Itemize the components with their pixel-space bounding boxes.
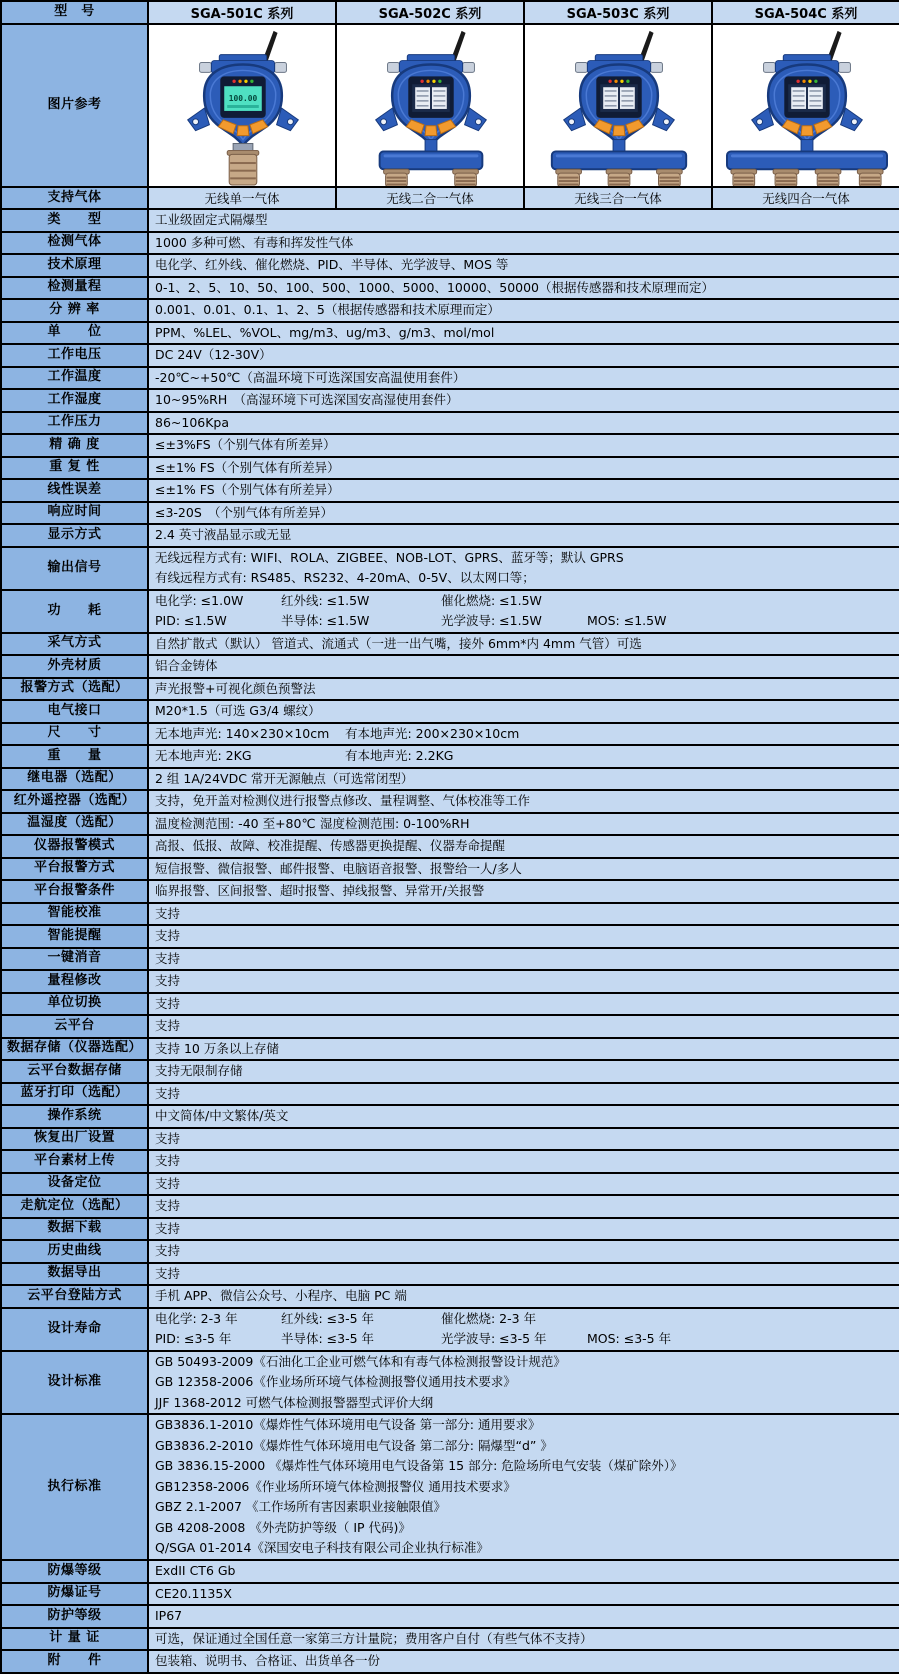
spec-row-label: 技术原理 xyxy=(1,254,148,277)
value-segment: 电化学: 2-3 年 xyxy=(155,1310,238,1326)
supported-gas-row xyxy=(1,187,899,209)
spec-row-label: 重 量 xyxy=(1,745,148,768)
value-segment: PID: ≤3-5 年 xyxy=(155,1331,232,1346)
spec-row-label: 防爆等级 xyxy=(1,1560,148,1583)
spec-value-line: 1000 多种可燃、有毒和挥发性气体 xyxy=(155,234,354,250)
spec-value-line: 支持 xyxy=(155,950,181,966)
spec-row-value xyxy=(148,412,899,435)
value-segment: MOS: ≤1.5W xyxy=(587,613,667,628)
spec-row-value xyxy=(148,655,899,678)
image-row-label: 图片参考 xyxy=(1,24,148,187)
spec-value-line: 高报、低报、故障、校准提醒、传感器更换提醒、仪器寿命提醒 xyxy=(155,838,506,853)
spec-row xyxy=(1,1560,899,1583)
spec-value-line xyxy=(155,591,893,612)
value-segment: 光学波导: ≤3-5 年 xyxy=(441,1331,547,1346)
spec-row-value xyxy=(148,1605,899,1628)
spec-row-value xyxy=(148,1263,899,1286)
spec-row-label: 平台素材上传 xyxy=(1,1150,148,1173)
model-header-row xyxy=(1,1,899,24)
spec-row xyxy=(1,1285,899,1308)
spec-row-label: 云平台 xyxy=(1,1015,148,1038)
spec-row-value xyxy=(148,367,899,390)
spec-value-line: 支持 xyxy=(155,1153,181,1168)
spec-row xyxy=(1,1263,899,1286)
spec-value-line: 无线远程方式有: WIFI、ROLA、ZIGBEE、NOB-LOT、GPRS、蓝牙等；默认 GPRS xyxy=(155,549,624,565)
spec-row-value xyxy=(148,768,899,791)
spec-row-label: 仪器报警模式 xyxy=(1,835,148,858)
spec-value-line: GB 4208-2008 《外壳防护等级（ IP 代码)》 xyxy=(155,1519,411,1535)
spec-value-line xyxy=(155,724,893,745)
spec-value-line: 短信报警、微信报警、邮件报警、电脑语音报警、报警给一人/多人 xyxy=(155,860,522,876)
spec-row-label: 单 位 xyxy=(1,322,148,345)
spec-value-line: 中文简体/中文繁体/英文 xyxy=(155,1108,289,1123)
gas-detector-illustration xyxy=(525,25,712,186)
spec-row-value xyxy=(148,880,899,903)
spec-value-line: 可选，保证通过全国任意一家第三方计量院；费用客户自付（有些气体不支持） xyxy=(155,1630,593,1646)
spec-row-value xyxy=(148,903,899,926)
spec-row xyxy=(1,858,899,881)
spec-row-value xyxy=(148,1105,899,1128)
spec-row-value xyxy=(148,389,899,412)
spec-row-label: 一键消音 xyxy=(1,948,148,971)
spec-row-label: 设计标准 xyxy=(1,1351,148,1415)
spec-row xyxy=(1,1015,899,1038)
spec-value-line: 电化学、红外线、催化燃烧、PID、半导体、光学波导、MOS 等 xyxy=(155,257,509,272)
spec-row-label: 外壳材质 xyxy=(1,655,148,678)
spec-row xyxy=(1,322,899,345)
spec-value-line: GB3836.2-2010《爆炸性气体环境用电气设备 第二部分: 隔爆型“d” 》 xyxy=(155,1437,553,1453)
spec-value-line: ≤±3%FS（个别气体有所差异） xyxy=(155,437,336,452)
spec-row-value xyxy=(148,1128,899,1151)
spec-row-value xyxy=(148,633,899,656)
spec-value-line: 包装箱、说明书、合格证、出货单各一份 xyxy=(155,1653,381,1668)
spec-row-label: 执行标准 xyxy=(1,1414,148,1560)
spec-row-value xyxy=(148,1038,899,1061)
spec-row-value xyxy=(148,344,899,367)
product-image-1 xyxy=(148,24,336,187)
spec-row-value xyxy=(148,1218,899,1241)
spec-row-value xyxy=(148,1083,899,1106)
spec-value-line: 支持 xyxy=(155,1220,181,1236)
spec-row-value xyxy=(148,1060,899,1083)
spec-row xyxy=(1,745,899,768)
spec-row-label: 分 辨 率 xyxy=(1,299,148,322)
spec-row xyxy=(1,412,899,435)
spec-value-line: 支持 xyxy=(155,1265,181,1281)
spec-row-label: 工作湿度 xyxy=(1,389,148,412)
spec-value-line xyxy=(155,1329,893,1350)
spec-value-line: 铝合金铸体 xyxy=(155,658,218,673)
spec-row-label: 工作压力 xyxy=(1,412,148,435)
spec-row-label: 工作电压 xyxy=(1,344,148,367)
gas-detector-illustration xyxy=(713,25,899,186)
spec-row-label: 云平台登陆方式 xyxy=(1,1285,148,1308)
spec-row-value xyxy=(148,322,899,345)
gas-detector-illustration xyxy=(149,25,336,186)
spec-value-line: 支持 xyxy=(155,1130,181,1146)
spec-row-value xyxy=(148,590,899,633)
spec-row-label: 响应时间 xyxy=(1,502,148,525)
spec-value-line: 2 组 1A/24VDC 常开无源触点（可选常闭型） xyxy=(155,770,414,786)
spec-row-value xyxy=(148,1628,899,1651)
product-image-3 xyxy=(524,24,712,187)
spec-row-label: 计 量 证 xyxy=(1,1628,148,1651)
spec-value-line: 支持，免开盖对检测仪进行报警点修改、量程调整、气体校准等工作 xyxy=(155,793,531,808)
spec-row-label: 电气接口 xyxy=(1,700,148,723)
spec-row-value xyxy=(148,547,899,590)
spec-value-line xyxy=(155,1309,893,1330)
spec-row xyxy=(1,1583,899,1606)
supported-gas-1: 无线单一气体 xyxy=(148,187,336,209)
spec-row-value xyxy=(148,502,899,525)
spec-value-line: 手机 APP、微信公众号、小程序、电脑 PC 端 xyxy=(155,1288,407,1303)
spec-row-label: 数据导出 xyxy=(1,1263,148,1286)
spec-row-label: 重 复 性 xyxy=(1,457,148,480)
spec-row xyxy=(1,524,899,547)
spec-row-label: 走航定位（选配） xyxy=(1,1195,148,1218)
spec-row xyxy=(1,1308,899,1351)
supported-gas-4: 无线四合一气体 xyxy=(712,187,899,209)
spec-row xyxy=(1,723,899,746)
value-segment: MOS: ≤3-5 年 xyxy=(587,1331,672,1346)
spec-value-line: -20℃~+50℃（高温环境下可选深国安高温使用套件） xyxy=(155,369,466,385)
spec-value-line: 支持 xyxy=(155,1243,181,1258)
spec-row xyxy=(1,880,899,903)
spec-row xyxy=(1,835,899,858)
spec-row-value xyxy=(148,254,899,277)
spec-row xyxy=(1,948,899,971)
spec-value-line: JJF 1368-2012 可燃气体检测报警器型式评价大纲 xyxy=(155,1394,434,1410)
spec-value-line: 2.4 英寸液晶显示或无显 xyxy=(155,527,292,542)
spec-row-label: 采气方式 xyxy=(1,633,148,656)
spec-row-value xyxy=(148,745,899,768)
spec-row-label: 红外遥控器（选配） xyxy=(1,790,148,813)
spec-row-value xyxy=(148,299,899,322)
spec-row xyxy=(1,655,899,678)
spec-row xyxy=(1,1414,899,1560)
product-image-4 xyxy=(712,24,899,187)
spec-value-line: GB 12358-2006《作业场所环境气体检测报警仪通用技术要求》 xyxy=(155,1374,516,1389)
spec-value-line: 工业级固定式隔爆型 xyxy=(155,212,268,227)
spec-row-label: 云平台数据存储 xyxy=(1,1060,148,1083)
spec-row xyxy=(1,1628,899,1651)
spec-value-line: 10~95%RH （高湿环境下可选深国安高湿使用套件） xyxy=(155,392,459,407)
spec-row xyxy=(1,1060,899,1083)
spec-row-label: 检测量程 xyxy=(1,277,148,300)
spec-value-line: 有线远程方式有: RS485、RS232、4-20mA、0-5V、以太网口等； xyxy=(155,570,535,585)
spec-row xyxy=(1,1038,899,1061)
spec-row xyxy=(1,1195,899,1218)
spec-value-line: GB12358-2006《作业场所环境气体检测报警仪 通用技术要求》 xyxy=(155,1478,516,1494)
value-segment: PID: ≤1.5W xyxy=(155,613,227,628)
spec-row-value xyxy=(148,1015,899,1038)
spec-row-label: 防护等级 xyxy=(1,1605,148,1628)
value-segment: 光学波导: ≤1.5W xyxy=(441,613,542,628)
spec-row xyxy=(1,993,899,1016)
spec-row-label: 输出信号 xyxy=(1,547,148,590)
product-image-2 xyxy=(336,24,524,187)
spec-row-label: 精 确 度 xyxy=(1,434,148,457)
spec-value-line: PPM、%LEL、%VOL、mg/m3、ug/m3、g/m3、mol/mol xyxy=(155,324,495,340)
gas-detector-illustration xyxy=(337,25,524,186)
spec-value-line: 支持 xyxy=(155,1175,181,1191)
spec-row-label: 附 件 xyxy=(1,1650,148,1673)
value-segment: 温度检测范围: -40 至+80℃ xyxy=(155,815,316,831)
spec-value-line: 支持 xyxy=(155,995,181,1011)
spec-row-label: 功 耗 xyxy=(1,590,148,633)
spec-row xyxy=(1,254,899,277)
spec-value-line: ≤±1% FS（个别气体有所差异） xyxy=(155,482,340,497)
spec-row xyxy=(1,1128,899,1151)
spec-value-line: 声光报警+可视化颜色预警法 xyxy=(155,680,316,696)
spec-row xyxy=(1,502,899,525)
spec-value-line: 支持 xyxy=(155,973,181,988)
spec-row xyxy=(1,1150,899,1173)
spec-row-value xyxy=(148,858,899,881)
spec-row xyxy=(1,633,899,656)
spec-row xyxy=(1,970,899,993)
spec-row-value xyxy=(148,1650,899,1673)
spec-row-label: 设备定位 xyxy=(1,1173,148,1196)
spec-row-value xyxy=(148,209,899,232)
value-segment: 半导体: ≤3-5 年 xyxy=(281,1331,375,1346)
spec-row-label: 智能提醒 xyxy=(1,925,148,948)
spec-row-label: 量程修改 xyxy=(1,970,148,993)
spec-row-value xyxy=(148,1308,899,1351)
model-header-3: SGA-503C 系列 xyxy=(524,1,712,24)
spec-value-line xyxy=(155,611,893,632)
spec-row-label: 防爆证号 xyxy=(1,1583,148,1606)
spec-row-label: 显示方式 xyxy=(1,524,148,547)
spec-row-label: 尺 寸 xyxy=(1,723,148,746)
spec-row xyxy=(1,434,899,457)
svg-text:100.00: 100.00 xyxy=(228,94,258,104)
spec-row xyxy=(1,209,899,232)
spec-value-line: GB 50493-2009《石油化工企业可燃气体和有毒气体检测报警设计规范》 xyxy=(155,1353,566,1369)
spec-value-line: 支持 xyxy=(155,1198,181,1213)
spec-row-label: 数据下载 xyxy=(1,1218,148,1241)
value-segment: 有本地声光: 2.2KG xyxy=(345,748,454,763)
spec-row xyxy=(1,1083,899,1106)
spec-row xyxy=(1,1105,899,1128)
spec-value-line: IP67 xyxy=(155,1608,183,1623)
spec-value-line: DC 24V（12-30V） xyxy=(155,347,272,362)
spec-row-value xyxy=(148,790,899,813)
spec-row xyxy=(1,1605,899,1628)
spec-row xyxy=(1,344,899,367)
value-segment: 有本地声光: 200×230×10cm xyxy=(345,725,520,741)
spec-row-value xyxy=(148,1240,899,1263)
spec-row-label: 继电器（选配） xyxy=(1,768,148,791)
spec-row-label: 平台报警方式 xyxy=(1,858,148,881)
spec-value-line: GB3836.1-2010《爆炸性气体环境用电气设备 第一部分: 通用要求》 xyxy=(155,1417,541,1433)
spec-row-label: 检测气体 xyxy=(1,232,148,255)
spec-row-label: 平台报警条件 xyxy=(1,880,148,903)
spec-row-value xyxy=(148,1414,899,1560)
spec-row xyxy=(1,547,899,590)
spec-row-value xyxy=(148,700,899,723)
spec-row-label: 数据存储（仪器选配） xyxy=(1,1038,148,1061)
spec-row-value xyxy=(148,457,899,480)
spec-row xyxy=(1,790,899,813)
spec-value-line: ExdII CT6 Gb xyxy=(155,1563,236,1578)
spec-row xyxy=(1,1240,899,1263)
value-segment: 无本地声光: 2KG xyxy=(155,748,252,763)
spec-value-line: Q/SGA 01-2014《深国安电子科技有限公司企业执行标准》 xyxy=(155,1540,489,1556)
spec-row xyxy=(1,1218,899,1241)
spec-value-line: 临界报警、区间报警、超时报警、掉线报警、异常开/关报警 xyxy=(155,883,485,898)
spec-value-line: M20*1.5（可选 G3/4 螺纹） xyxy=(155,703,321,718)
spec-row-value xyxy=(148,925,899,948)
spec-value-line: CE20.1135X xyxy=(155,1585,232,1601)
spec-row xyxy=(1,813,899,836)
spec-value-line: 0-1、2、5、10、50、100、500、1000、5000、10000、50000（根据传感器和技术原理而定） xyxy=(155,279,715,295)
value-segment: 电化学: ≤1.0W xyxy=(155,592,244,608)
spec-value-line: GB 3836.15-2000 《爆炸性气体环境用电气设备第 15 部分: 危险场所电气安装（煤矿除外）》 xyxy=(155,1458,683,1474)
spec-row-label: 蓝牙打印（选配） xyxy=(1,1083,148,1106)
spec-row-value xyxy=(148,723,899,746)
supported-gas-2: 无线二合一气体 xyxy=(336,187,524,209)
spec-row xyxy=(1,1650,899,1673)
spec-row-label: 报警方式（选配） xyxy=(1,678,148,701)
spec-row-value xyxy=(148,970,899,993)
spec-value-line: 支持 10 万条以上存储 xyxy=(155,1040,279,1056)
spec-row-label: 温湿度（选配） xyxy=(1,813,148,836)
spec-row-label: 恢复出厂设置 xyxy=(1,1128,148,1151)
value-segment: 催化燃烧: ≤1.5W xyxy=(441,592,542,608)
spec-value-line: 支持 xyxy=(155,1085,181,1101)
spec-value-line: 支持无限制存储 xyxy=(155,1063,243,1078)
spec-row-value xyxy=(148,1583,899,1606)
supported-gas-3: 无线三合一气体 xyxy=(524,187,712,209)
spec-row xyxy=(1,479,899,502)
spec-row-value xyxy=(148,1150,899,1173)
spec-value-line: ≤3-20S （个别气体有所差异） xyxy=(155,504,334,520)
spec-row xyxy=(1,678,899,701)
spec-value-line: 支持 xyxy=(155,1018,181,1033)
spec-row-value xyxy=(148,1195,899,1218)
spec-row xyxy=(1,367,899,390)
spec-value-line: 86~106Kpa xyxy=(155,414,230,430)
value-segment: 无本地声光: 140×230×10cm xyxy=(155,725,330,741)
spec-row xyxy=(1,925,899,948)
value-segment: 半导体: ≤1.5W xyxy=(281,613,370,628)
model-header-4: SGA-504C 系列 xyxy=(712,1,899,24)
spec-row-label: 智能校准 xyxy=(1,903,148,926)
spec-row xyxy=(1,700,899,723)
spec-row xyxy=(1,457,899,480)
spec-row-label: 类 型 xyxy=(1,209,148,232)
spec-row-value xyxy=(148,232,899,255)
spec-row-label: 单位切换 xyxy=(1,993,148,1016)
model-header-1: SGA-501C 系列 xyxy=(148,1,336,24)
spec-value-line xyxy=(155,746,893,767)
spec-row-value xyxy=(148,678,899,701)
value-segment: 湿度检测范围: 0-100%RH xyxy=(320,815,470,831)
product-image-row xyxy=(1,24,899,187)
spec-row xyxy=(1,232,899,255)
supported-gas-label: 支持气体 xyxy=(1,187,148,209)
model-header-label: 型 号 xyxy=(1,1,148,24)
model-header-2: SGA-502C 系列 xyxy=(336,1,524,24)
spec-value-line: 支持 xyxy=(155,928,181,943)
spec-row-label: 线性误差 xyxy=(1,479,148,502)
spec-row-value xyxy=(148,993,899,1016)
spec-row xyxy=(1,1173,899,1196)
spec-row-label: 工作温度 xyxy=(1,367,148,390)
spec-row-label: 设计寿命 xyxy=(1,1308,148,1351)
spec-row xyxy=(1,389,899,412)
spec-row xyxy=(1,768,899,791)
spec-row-value xyxy=(148,434,899,457)
spec-value-line: GBZ 2.1-2007 《工作场所有害因素职业接触限值》 xyxy=(155,1499,446,1515)
spec-row-value xyxy=(148,277,899,300)
spec-row xyxy=(1,1351,899,1415)
spec-row-value xyxy=(148,1285,899,1308)
spec-row-value xyxy=(148,948,899,971)
spec-row-value xyxy=(148,835,899,858)
spec-value-line: 支持 xyxy=(155,905,181,921)
value-segment: 催化燃烧: 2-3 年 xyxy=(441,1310,537,1326)
spec-row-value xyxy=(148,1560,899,1583)
spec-row-value xyxy=(148,1351,899,1415)
spec-row-value xyxy=(148,1173,899,1196)
spec-row xyxy=(1,590,899,633)
spec-value-line xyxy=(155,814,893,835)
spec-row xyxy=(1,903,899,926)
value-segment: 红外线: ≤3-5 年 xyxy=(281,1310,375,1326)
spec-value-line: 0.001、0.01、0.1、1、2、5（根据传感器和技术原理而定） xyxy=(155,302,500,317)
spec-row xyxy=(1,299,899,322)
spec-row xyxy=(1,277,899,300)
spec-value-line: 自然扩散式（默认） 管道式、流通式（一进一出气嘴，接外 6mm*内 4mm 气管）可选 xyxy=(155,635,642,651)
value-segment: 红外线: ≤1.5W xyxy=(281,592,370,608)
spec-row-label: 历史曲线 xyxy=(1,1240,148,1263)
spec-row-label: 操作系统 xyxy=(1,1105,148,1128)
spec-row-value xyxy=(148,479,899,502)
spec-row-value xyxy=(148,524,899,547)
spec-row-value xyxy=(148,813,899,836)
spec-value-line: ≤±1% FS（个别气体有所差异） xyxy=(155,459,340,475)
